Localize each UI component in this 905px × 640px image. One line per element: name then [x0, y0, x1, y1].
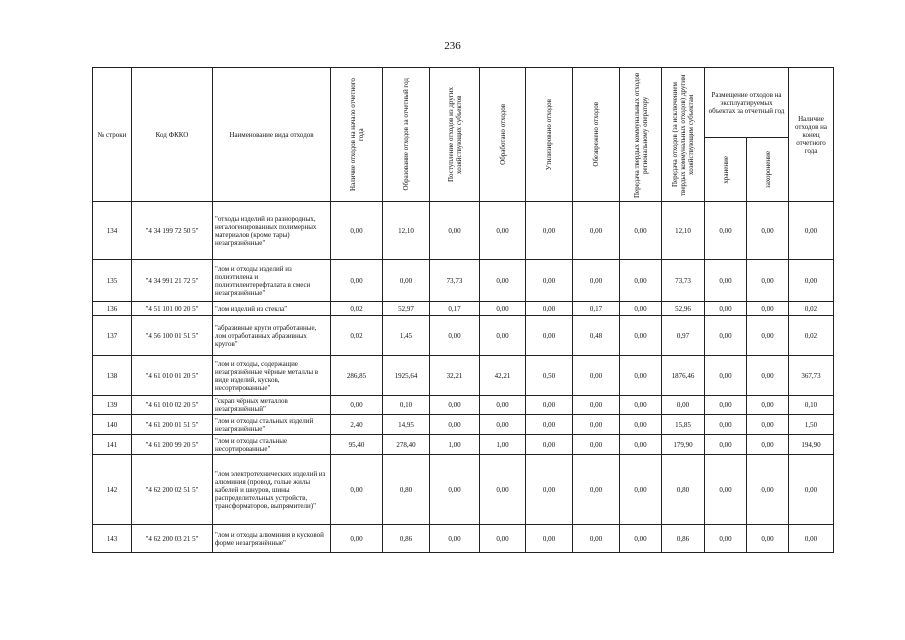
value-storage: 0,00 — [705, 396, 747, 415]
value-to-regoperator: 0,00 — [620, 302, 662, 316]
value-neutralized: 0,00 — [573, 435, 620, 455]
value-neutralized: 0,00 — [573, 396, 620, 415]
value-end: 0,00 — [789, 455, 834, 525]
value-generated: 1,45 — [383, 316, 430, 356]
value-utilized: 0,00 — [526, 525, 573, 553]
value-processed: 0,00 — [480, 202, 526, 260]
waste-name: "лом электротехнических изделий из алюминия (провод, голые жилы кабелей и шнуров, шины распределительных устройств, трансформаторов, выпрямители)" — [213, 455, 331, 525]
value-to-others: 12,10 — [662, 202, 705, 260]
header-name: Наименование вида отходов — [213, 68, 331, 202]
value-neutralized: 0,48 — [573, 316, 620, 356]
value-processed: 0,00 — [480, 455, 526, 525]
value-received: 0,00 — [430, 396, 480, 415]
value-end: 367,73 — [789, 356, 834, 396]
row-no: 142 — [93, 455, 132, 525]
fkko-code: "4 61 200 99 20 5" — [132, 435, 213, 455]
value-start: 0,00 — [331, 202, 383, 260]
header-generated: Образование отходов за отчетный год — [402, 78, 410, 191]
value-to-others: 15,85 — [662, 415, 705, 435]
row-no: 136 — [93, 302, 132, 316]
header-row-no: № строки — [93, 68, 132, 202]
value-to-others: 179,90 — [662, 435, 705, 455]
header-placement: Размещение отходов на эксплуатируемых объектах за отчетный год — [705, 68, 789, 138]
waste-name: "лом и отходы, содержащие незагрязнённые чёрные металлы в виде изделий, кусков, несортированные" — [213, 356, 331, 396]
table-row — [93, 356, 834, 396]
value-storage: 0,00 — [705, 260, 747, 302]
header-to-others: Передача отходов (за исключением твердых коммунальных отходов) другим хозяйствующим субъектам — [671, 73, 695, 196]
value-utilized: 0,00 — [526, 435, 573, 455]
value-end: 0,02 — [789, 302, 834, 316]
value-processed: 0,00 — [480, 415, 526, 435]
value-processed: 0,00 — [480, 525, 526, 553]
value-burial: 0,00 — [747, 396, 789, 415]
fkko-code: "4 61 010 01 20 5" — [132, 356, 213, 396]
value-to-others: 0,97 — [662, 316, 705, 356]
value-burial: 0,00 — [747, 356, 789, 396]
table-row — [93, 316, 834, 356]
row-no: 140 — [93, 415, 132, 435]
value-to-regoperator: 0,00 — [620, 260, 662, 302]
value-received: 32,21 — [430, 356, 480, 396]
value-burial: 0,00 — [747, 525, 789, 553]
row-no: 141 — [93, 435, 132, 455]
table-row — [93, 455, 834, 525]
value-storage: 0,00 — [705, 415, 747, 435]
value-to-others: 0,86 — [662, 525, 705, 553]
waste-name: "отходы изделий из разнородных, негалогенированных полимерных материалов (кроме тары) незагрязнённые" — [213, 202, 331, 260]
header-received: Поступление отходов из других хозяйствующих субъектов — [446, 87, 463, 182]
value-start: 0,02 — [331, 302, 383, 316]
value-start: 0,02 — [331, 316, 383, 356]
value-generated: 52,97 — [383, 302, 430, 316]
value-received: 1,00 — [430, 435, 480, 455]
value-neutralized: 0,00 — [573, 525, 620, 553]
value-storage: 0,00 — [705, 202, 747, 260]
value-to-regoperator: 0,00 — [620, 415, 662, 435]
header-fkko: Код ФККО — [132, 68, 213, 202]
row-no: 143 — [93, 525, 132, 553]
header-storage: хранение — [721, 155, 730, 184]
value-neutralized: 0,00 — [573, 260, 620, 302]
waste-name: "лом и отходы стальные несортированные" — [213, 435, 331, 455]
value-neutralized: 0,00 — [573, 455, 620, 525]
value-utilized: 0,00 — [526, 396, 573, 415]
value-generated: 278,40 — [383, 435, 430, 455]
value-to-regoperator: 0,00 — [620, 396, 662, 415]
value-end: 194,90 — [789, 435, 834, 455]
header-processed: Обработано отходов — [498, 104, 507, 165]
row-no: 137 — [93, 316, 132, 356]
header-start: Наличие отходов на начало отчетного года — [348, 78, 365, 191]
value-to-regoperator: 0,00 — [620, 202, 662, 260]
waste-name: "лом и отходы стальных изделий незагрязнённые" — [213, 415, 331, 435]
value-start: 95,40 — [331, 435, 383, 455]
value-processed: 0,00 — [480, 316, 526, 356]
header-utilized: Утилизировано отходов — [545, 98, 553, 171]
value-processed: 0,00 — [480, 396, 526, 415]
value-to-regoperator: 0,00 — [620, 435, 662, 455]
table-body — [93, 202, 834, 553]
table-row — [93, 415, 834, 435]
value-storage: 0,00 — [705, 316, 747, 356]
value-storage: 0,00 — [705, 302, 747, 316]
value-to-regoperator: 0,00 — [620, 356, 662, 396]
value-to-regoperator: 0,00 — [620, 455, 662, 525]
value-storage: 0,00 — [705, 525, 747, 553]
page-number: 236 — [444, 40, 461, 52]
value-start: 0,00 — [331, 260, 383, 302]
value-utilized: 0,50 — [526, 356, 573, 396]
value-received: 0,00 — [430, 455, 480, 525]
value-burial: 0,00 — [747, 202, 789, 260]
header-to-regoperator: Передача твердых коммунальных отходов региональному оператору — [632, 71, 649, 198]
value-utilized: 0,00 — [526, 202, 573, 260]
value-to-others: 0,80 — [662, 455, 705, 525]
row-no: 139 — [93, 396, 132, 415]
value-start: 286,85 — [331, 356, 383, 396]
value-received: 0,17 — [430, 302, 480, 316]
row-no: 138 — [93, 356, 132, 396]
value-generated: 14,95 — [383, 415, 430, 435]
value-utilized: 0,00 — [526, 302, 573, 316]
fkko-code: "4 61 200 01 51 5" — [132, 415, 213, 435]
value-start: 2,40 — [331, 415, 383, 435]
value-start: 0,00 — [331, 396, 383, 415]
value-storage: 0,00 — [705, 455, 747, 525]
table-row — [93, 435, 834, 455]
waste-name: "лом и отходы алюминия в кусковой форме незагрязнённые" — [213, 525, 331, 553]
value-received: 0,00 — [430, 415, 480, 435]
value-to-others: 1876,46 — [662, 356, 705, 396]
value-end: 1,50 — [789, 415, 834, 435]
waste-name: "лом изделий из стекла" — [213, 302, 331, 316]
value-storage: 0,00 — [705, 435, 747, 455]
value-to-others: 52,96 — [662, 302, 705, 316]
value-generated: 0,00 — [383, 260, 430, 302]
value-to-others: 0,00 — [662, 396, 705, 415]
value-generated: 1925,64 — [383, 356, 430, 396]
value-burial: 0,00 — [747, 455, 789, 525]
table-row — [93, 260, 834, 302]
header-end: Наличие отходов на конец отчетного года — [789, 68, 834, 202]
value-start: 0,00 — [331, 455, 383, 525]
value-burial: 0,00 — [747, 302, 789, 316]
value-neutralized: 0,00 — [573, 356, 620, 396]
value-neutralized: 0,17 — [573, 302, 620, 316]
fkko-code: "4 34 991 21 72 5" — [132, 260, 213, 302]
waste-name: "абразивные круги отработанные, лом отработанных абразивных кругов" — [213, 316, 331, 356]
value-generated: 12,10 — [383, 202, 430, 260]
waste-name: "скрап чёрных металлов незагрязнённый" — [213, 396, 331, 415]
table-header — [93, 68, 834, 202]
header-neutralized: Обезврежено отходов — [592, 102, 600, 167]
fkko-code: "4 61 010 02 20 5" — [132, 396, 213, 415]
row-no: 135 — [93, 260, 132, 302]
header-burial: захоронение — [763, 150, 772, 189]
value-generated: 0,80 — [383, 455, 430, 525]
value-neutralized: 0,00 — [573, 202, 620, 260]
value-processed: 42,21 — [480, 356, 526, 396]
value-processed: 0,00 — [480, 302, 526, 316]
table-row — [93, 396, 834, 415]
fkko-code: "4 62 200 02 51 5" — [132, 455, 213, 525]
value-end: 0,00 — [789, 260, 834, 302]
value-end: 0,00 — [789, 202, 834, 260]
value-generated: 0,10 — [383, 396, 430, 415]
value-burial: 0,00 — [747, 415, 789, 435]
value-end: 0,02 — [789, 316, 834, 356]
waste-table — [92, 67, 834, 553]
fkko-code: "4 51 101 00 20 5" — [132, 302, 213, 316]
table-row — [93, 202, 834, 260]
value-received: 73,73 — [430, 260, 480, 302]
value-to-others: 73,73 — [662, 260, 705, 302]
value-utilized: 0,00 — [526, 455, 573, 525]
value-burial: 0,00 — [747, 316, 789, 356]
value-generated: 0,86 — [383, 525, 430, 553]
value-utilized: 0,00 — [526, 260, 573, 302]
value-utilized: 0,00 — [526, 316, 573, 356]
value-storage: 0,00 — [705, 356, 747, 396]
fkko-code: "4 62 200 03 21 5" — [132, 525, 213, 553]
table-row — [93, 525, 834, 553]
value-received: 0,00 — [430, 525, 480, 553]
value-neutralized: 0,00 — [573, 415, 620, 435]
waste-name: "лом и отходы изделий из полиэтилена и полиэтилентерефталата в смеси незагрязнённые" — [213, 260, 331, 302]
value-end: 0,00 — [789, 525, 834, 553]
value-utilized: 0,00 — [526, 415, 573, 435]
value-processed: 0,00 — [480, 260, 526, 302]
value-burial: 0,00 — [747, 260, 789, 302]
value-to-regoperator: 0,00 — [620, 525, 662, 553]
fkko-code: "4 34 199 72 50 5" — [132, 202, 213, 260]
value-end: 0,10 — [789, 396, 834, 415]
fkko-code: "4 56 100 01 51 5" — [132, 316, 213, 356]
value-to-regoperator: 0,00 — [620, 316, 662, 356]
value-processed: 1,00 — [480, 435, 526, 455]
value-start: 0,00 — [331, 525, 383, 553]
table-row — [93, 302, 834, 316]
value-burial: 0,00 — [747, 435, 789, 455]
value-received: 0,00 — [430, 316, 480, 356]
row-no: 134 — [93, 202, 132, 260]
value-received: 0,00 — [430, 202, 480, 260]
